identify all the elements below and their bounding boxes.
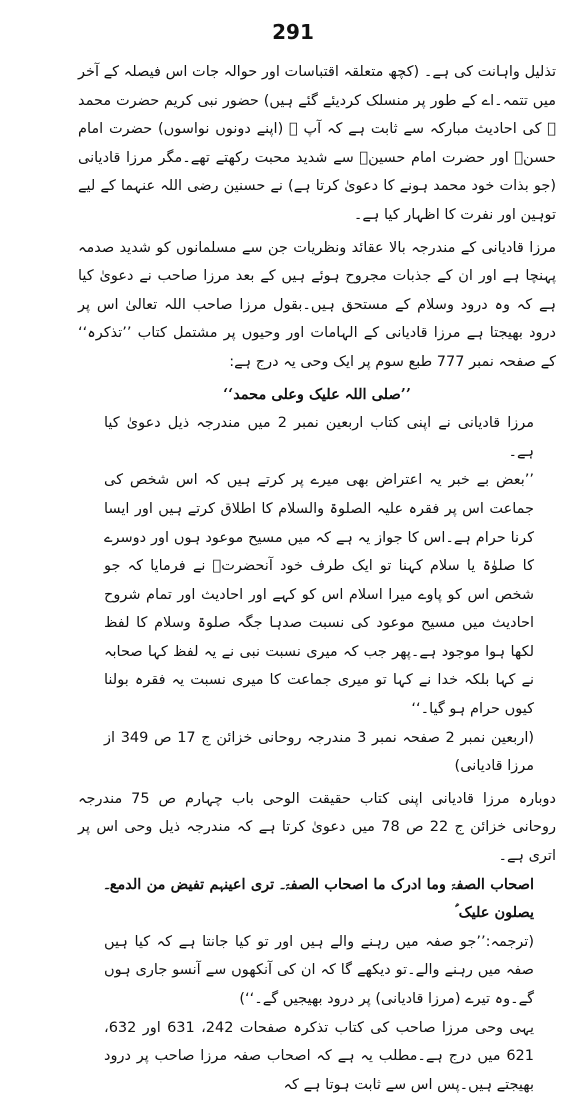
paragraph: یہی وحی مرزا صاحب کی کتاب تذکرہ صفحات 242، 631 اور 632، 621 میں درج ہے۔مطلب یہ ہے کہ اصحاب صفہ مرزا صاحب پر درود بھیجتے ہیں۔پس اس سے ثابت ہوتا ہے کہ <box>104 1019 534 1093</box>
page-number: 291 <box>272 20 314 44</box>
block-quote: ’’بعض بے خبر یہ اعتراض بھی میرے پر کرتے ہیں کہ اس شخص کی جماعت اس پر فقرہ علیہ الصلوۃ والسلام کا اطلاق کرتے ہیں اور ایسا کرنا حرام ہے۔اس کا جواز یہ ہے کہ میں مسیح موعود ہوں اور دوسرے کا صلوٰۃ یا سلام کہنا تو ایک طرف خود آنحضرتؐ نے فرمایا کہ جو شخص اس کو پاوے میرا اسلام اس کو کہے اور احادیث اور تمام شروح احادیث میں مسیح موعود کی نسبت صدہا جگہ صلوۃ وسلام کا لفظ لکھا ہوا موجود ہے۔پھر جب کہ میری نسبت نبی نے یہ لفظ کہا صحابہ نے کہا بلکہ خدا نے کہا تو میری جماعت کا میری نسبت یہ فقرہ بولنا کیوں حرام ہو گیا۔‘‘ <box>104 472 534 718</box>
body-text <box>78 58 556 1099</box>
paragraph: مرزا قادیانی کے مندرجہ بالا عقائد ونظریات جن سے مسلمانوں کو شدید صدمہ پہنچا ہے اور ان کے جذبات مجروح ہوئے ہیں کے بعد مرزا صاحب نے دعویٰ کیا ہے کہ وہ درود وسلام کے مستحق ہیں۔بقول مرزا صاحب اللہ تعالیٰ اس پر درود بھیجتا ہے مرزا قادیانی کے الہامات اور وحیوں پر مشتمل کتاب ’’تذکرہ‘‘ کے صفحہ نمبر 777 طبع سوم پر ایک وحی یہ درج ہے: <box>78 239 556 370</box>
paragraph: دوبارہ مرزا قادیانی اپنی کتاب حقیقت الوحی باب چہارم ص 75 مندرجہ روحانی خزائن ج 22 ص 78 میں دعویٰ کرتا ہے کہ مندرجہ ذیل وحی اس پر اتری ہے۔ <box>78 790 557 865</box>
quoted-invocation: ’’صلی اللہ علیک وعلی محمد‘‘ <box>223 385 411 403</box>
paragraph: تذلیل واہانت کی ہے۔ (کچھ متعلقہ اقتباسات اور حوالہ جات اس فیصلہ کے آخر میں تتمہ۔اے کے طور پر منسلک کردیئے گئے ہیں) حضور نبی کریم حضرت محمد ﷺ کی احادیث مبارکہ سے ثابت ہے کہ آپ ﷺ (اپنے دونوں نواسوں) حضرت امام حسنؓ اور حضرت امام حسینؓ سے شدید محبت رکھتے تھے۔مگر مرزا قادیانی (جو بذات خود محمد ہونے کا دعویٰ کرتا ہے) نے حسنین رضی اللہ عنہما کے لیے توہین اور نفرت کا اظہار کیا ہے۔ <box>78 64 556 223</box>
arabic-revelation: اصحاب الصفۃ وما ادرک ما اصحاب الصفۃ۔ تری اعینہم تفیض من الدمع۔ یصلون علیک ؑ <box>104 875 534 922</box>
paragraph: مرزا قادیانی نے اپنی کتاب اربعین نمبر 2 میں مندرجہ ذیل دعویٰ کیا ہے۔ <box>104 415 535 460</box>
translation: (ترجمہ:’’جو صفہ میں رہنے والے ہیں اور تو کیا جانتا ہے کہ کیا ہیں صفہ میں رہنے والے۔تو دیکھے گا کہ ان کی آنکھوں سے آنسو جاری ہوں گے۔وہ تیرے (مرزا قادیانی) پر درود بھیجیں گے۔‘‘) <box>104 933 534 1007</box>
citation: (اربعین نمبر 2 صفحہ نمبر 3 مندرجہ روحانی خزائن ج 17 ص 349 از مرزا قادیانی) <box>104 729 535 775</box>
